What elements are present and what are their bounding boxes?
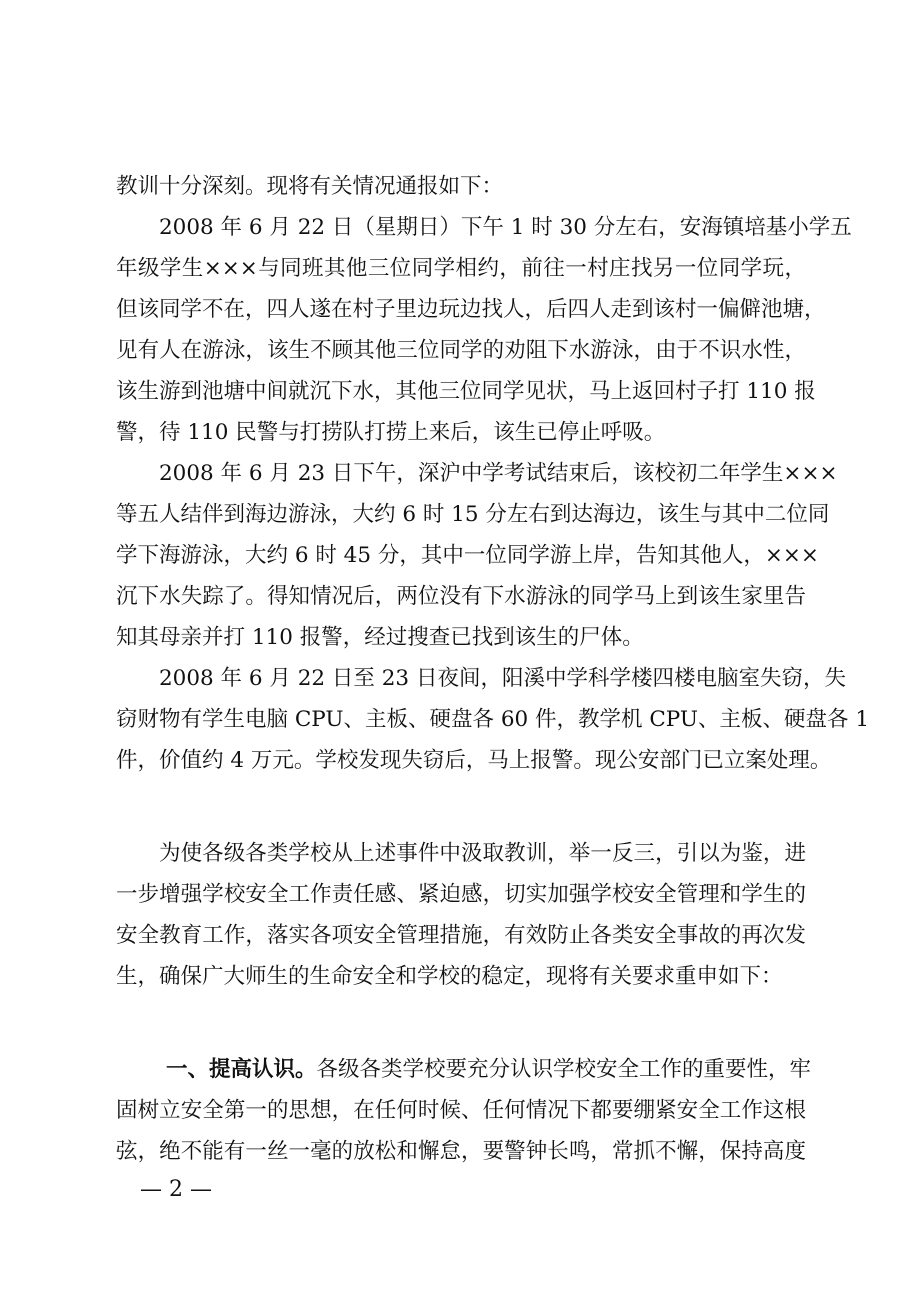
- document-body: [116, 166, 870, 1172]
- paragraph-theft-yangxi: [116, 658, 870, 781]
- paragraph-line: [116, 1049, 812, 1090]
- paragraph-line: 知其母亲并打 110 报警，经过搜查已找到该生的尸体。: [116, 625, 644, 650]
- paragraph-line: 2008 年 6 月 23 日下午，深沪中学考试结束后，该校初二年学生×××: [159, 461, 838, 486]
- paragraph-line: 安全教育工作，落实各项安全管理措施，有效防止各类安全事故的再次发: [116, 923, 806, 948]
- intro-line: 教训十分深刻。现将有关情况通报如下：: [116, 174, 504, 199]
- paragraph-drowning-anhai: [116, 207, 852, 453]
- paragraph-line: 弦，绝不能有一丝一毫的放松和懈怠，要警钟长鸣，常抓不懈，保持高度: [116, 1139, 806, 1164]
- paragraph-text: 各级各类学校要充分认识学校安全工作的重要性，牢: [316, 1057, 812, 1082]
- paragraph-line: 为使各级各类学校从上述事件中汲取教训，举一反三，引以为鉴，进: [159, 841, 806, 866]
- paragraph-line: 2008 年 6 月 22 日（星期日）下午 1 时 30 分左右，安海镇培基小学五: [159, 215, 852, 240]
- paragraph-gap: [116, 781, 806, 833]
- paragraph-requirements-intro: [116, 833, 806, 997]
- paragraph-line: 该生游到池塘中间就沉下水，其他三位同学见状，马上返回村子打 110 报: [116, 379, 816, 404]
- paragraph-line: 窃财物有学生电脑 CPU、主板、硬盘各 60 件，教学机 CPU、主板、硬盘各 1: [116, 707, 870, 732]
- section-heading: 一、提高认识。: [166, 1057, 317, 1082]
- paragraph-line: 但该同学不在，四人遂在村子里边玩边找人，后四人走到该村一偏僻池塘，: [116, 297, 826, 322]
- page-number: — 2 —: [140, 1177, 212, 1202]
- paragraph-line: 年级学生×××与同班其他三位同学相约，前往一村庄找另一位同学玩，: [116, 256, 806, 281]
- paragraph-drowning-shenhu: [116, 453, 838, 658]
- paragraph-line: 沉下水失踪了。得知情况后，两位没有下水游泳的同学马上到该生家里告: [116, 584, 806, 609]
- paragraph-line: 件，价值约 4 万元。学校发现失窃后，马上报警。现公安部门已立案处理。: [116, 748, 832, 773]
- paragraph-line: 见有人在游泳，该生不顾其他三位同学的劝阻下水游泳，由于不识水性，: [116, 338, 806, 363]
- paragraph-gap: [116, 997, 806, 1049]
- paragraph-line: 生，确保广大师生的生命安全和学校的稳定，现将有关要求重申如下：: [116, 964, 783, 989]
- paragraph-line: 警，待 110 民警与打捞队打捞上来后，该生已停止呼吸。: [116, 420, 666, 445]
- paragraph-line: 2008 年 6 月 22 日至 23 日夜间，阳溪中学科学楼四楼电脑室失窃，失: [159, 666, 846, 691]
- paragraph-raise-awareness: [116, 1049, 812, 1172]
- paragraph-line: 一步增强学校安全工作责任感、紧迫感，切实加强学校安全管理和学生的: [116, 882, 806, 907]
- paragraph-line: 学下海游泳，大约 6 时 45 分，其中一位同学游上岸，告知其他人，×××: [116, 543, 819, 568]
- paragraph-line: 固树立安全第一的思想，在任何时候、任何情况下都要绷紧安全工作这根: [116, 1098, 806, 1123]
- paragraph-line: 等五人结伴到海边游泳，大约 6 时 15 分左右到达海边，该生与其中二位同: [116, 502, 830, 527]
